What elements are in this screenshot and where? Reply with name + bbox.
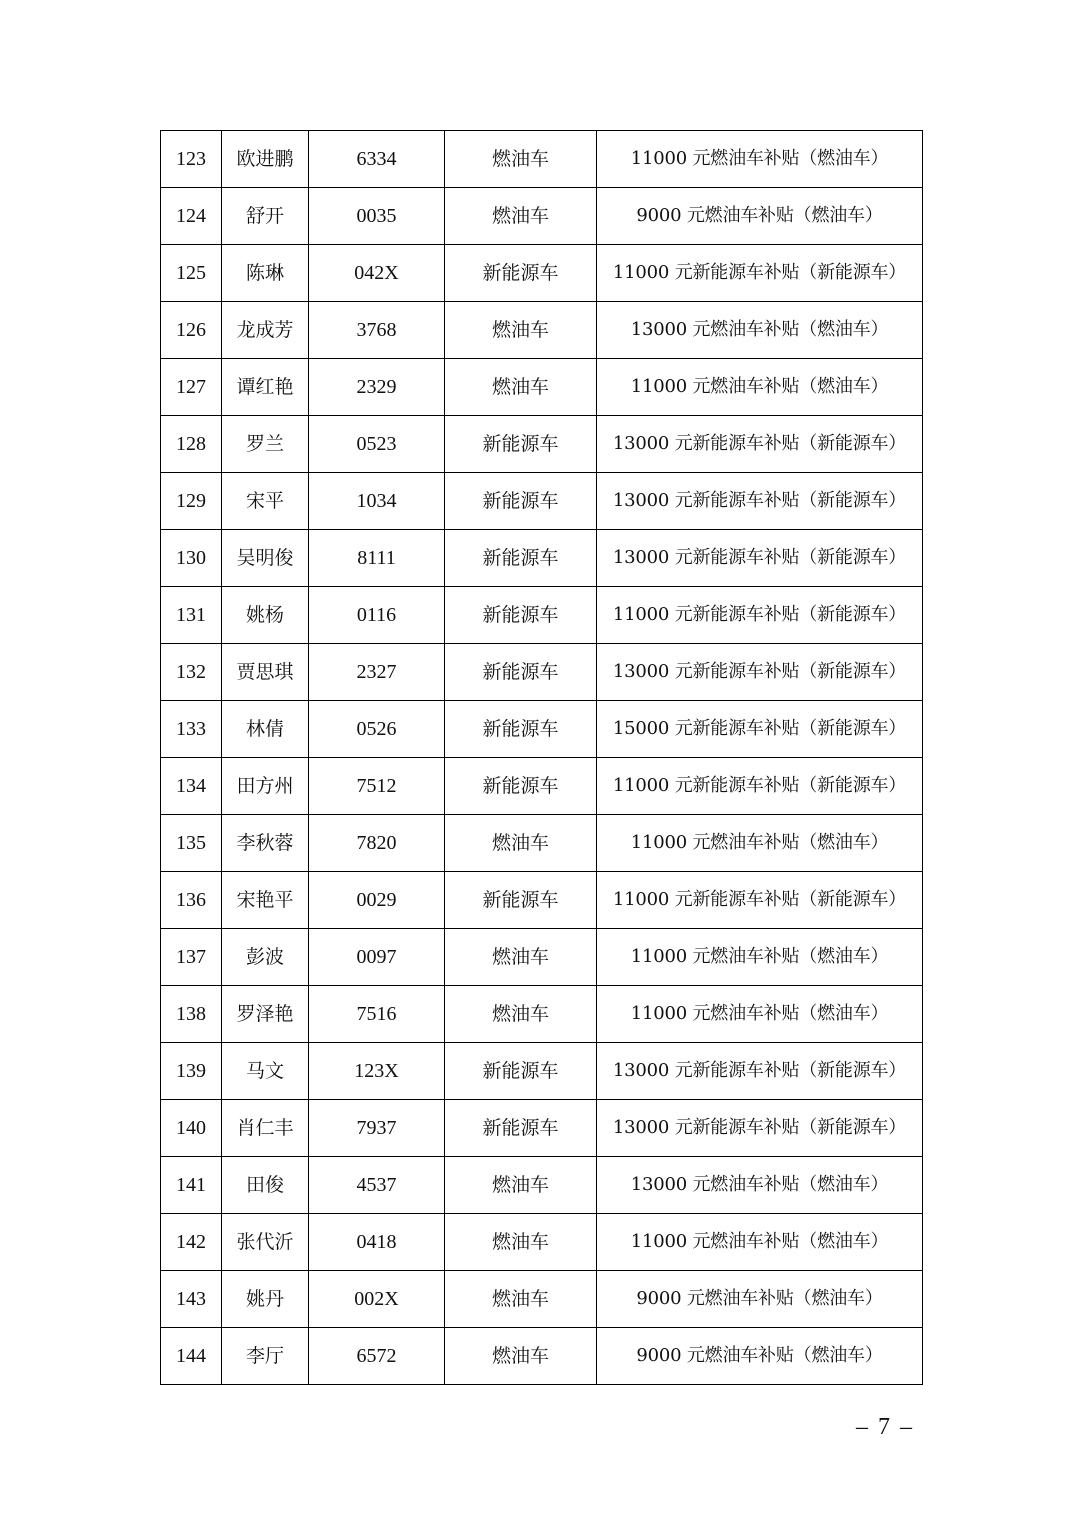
table-row: [161, 986, 923, 1043]
cell-vehicle-type: 燃油车: [445, 359, 597, 416]
cell-seq: 136: [161, 872, 222, 929]
cell-subsidy: 11000 元燃油车补贴（燃油车）: [597, 131, 923, 188]
cell-vehicle-type: 新能源车: [445, 587, 597, 644]
cell-subsidy: 13000 元燃油车补贴（燃油车）: [597, 1157, 923, 1214]
cell-id-tail: 6572: [309, 1328, 445, 1385]
cell-id-tail: 2329: [309, 359, 445, 416]
cell-vehicle-type: 燃油车: [445, 188, 597, 245]
subsidy-roster-table: [160, 130, 923, 1385]
cell-seq: 133: [161, 701, 222, 758]
cell-id-tail: 7516: [309, 986, 445, 1043]
cell-name: 舒开: [222, 188, 309, 245]
cell-subsidy: 9000 元燃油车补贴（燃油车）: [597, 1328, 923, 1385]
cell-name: 罗兰: [222, 416, 309, 473]
table-row: [161, 758, 923, 815]
table-row: [161, 1271, 923, 1328]
cell-id-tail: 3768: [309, 302, 445, 359]
cell-vehicle-type: 新能源车: [445, 473, 597, 530]
cell-name: 吴明俊: [222, 530, 309, 587]
cell-name: 宋平: [222, 473, 309, 530]
cell-subsidy: 13000 元新能源车补贴（新能源车）: [597, 1043, 923, 1100]
cell-name: 谭红艳: [222, 359, 309, 416]
cell-name: 田方州: [222, 758, 309, 815]
cell-name: 宋艳平: [222, 872, 309, 929]
table-row: [161, 1043, 923, 1100]
cell-id-tail: 7820: [309, 815, 445, 872]
cell-id-tail: 0035: [309, 188, 445, 245]
table-row: [161, 587, 923, 644]
cell-id-tail: 0526: [309, 701, 445, 758]
cell-name: 龙成芳: [222, 302, 309, 359]
cell-vehicle-type: 新能源车: [445, 245, 597, 302]
cell-seq: 137: [161, 929, 222, 986]
cell-id-tail: 4537: [309, 1157, 445, 1214]
cell-subsidy: 11000 元燃油车补贴（燃油车）: [597, 1214, 923, 1271]
cell-subsidy: 11000 元新能源车补贴（新能源车）: [597, 245, 923, 302]
cell-id-tail: 0418: [309, 1214, 445, 1271]
cell-seq: 123: [161, 131, 222, 188]
table-row: [161, 188, 923, 245]
cell-seq: 144: [161, 1328, 222, 1385]
cell-subsidy: 13000 元新能源车补贴（新能源车）: [597, 530, 923, 587]
cell-name: 贾思琪: [222, 644, 309, 701]
roster-body: [161, 131, 923, 1385]
cell-id-tail: 0116: [309, 587, 445, 644]
page-number: – 7 –: [856, 1414, 914, 1440]
cell-vehicle-type: 燃油车: [445, 1157, 597, 1214]
cell-vehicle-type: 新能源车: [445, 1100, 597, 1157]
cell-id-tail: 002X: [309, 1271, 445, 1328]
cell-vehicle-type: 燃油车: [445, 986, 597, 1043]
cell-subsidy: 9000 元燃油车补贴（燃油车）: [597, 1271, 923, 1328]
cell-subsidy: 11000 元燃油车补贴（燃油车）: [597, 815, 923, 872]
cell-subsidy: 13000 元新能源车补贴（新能源车）: [597, 473, 923, 530]
cell-seq: 143: [161, 1271, 222, 1328]
cell-name: 姚杨: [222, 587, 309, 644]
cell-name: 陈琳: [222, 245, 309, 302]
cell-seq: 124: [161, 188, 222, 245]
cell-id-tail: 7512: [309, 758, 445, 815]
cell-vehicle-type: 燃油车: [445, 302, 597, 359]
table-row: [161, 1214, 923, 1271]
cell-subsidy: 9000 元燃油车补贴（燃油车）: [597, 188, 923, 245]
cell-seq: 128: [161, 416, 222, 473]
cell-vehicle-type: 燃油车: [445, 929, 597, 986]
cell-name: 肖仁丰: [222, 1100, 309, 1157]
table-row: [161, 644, 923, 701]
cell-subsidy: 13000 元燃油车补贴（燃油车）: [597, 302, 923, 359]
table-row: [161, 1100, 923, 1157]
table-row: [161, 530, 923, 587]
cell-seq: 131: [161, 587, 222, 644]
cell-subsidy: 13000 元新能源车补贴（新能源车）: [597, 644, 923, 701]
cell-vehicle-type: 新能源车: [445, 701, 597, 758]
cell-id-tail: 8111: [309, 530, 445, 587]
cell-seq: 127: [161, 359, 222, 416]
table-row: [161, 1328, 923, 1385]
cell-seq: 135: [161, 815, 222, 872]
table-row: [161, 815, 923, 872]
cell-seq: 138: [161, 986, 222, 1043]
cell-subsidy: 11000 元新能源车补贴（新能源车）: [597, 587, 923, 644]
cell-vehicle-type: 燃油车: [445, 1271, 597, 1328]
cell-name: 李秋蓉: [222, 815, 309, 872]
cell-vehicle-type: 新能源车: [445, 416, 597, 473]
cell-seq: 141: [161, 1157, 222, 1214]
cell-name: 田俊: [222, 1157, 309, 1214]
cell-seq: 139: [161, 1043, 222, 1100]
cell-subsidy: 13000 元新能源车补贴（新能源车）: [597, 1100, 923, 1157]
cell-id-tail: 0523: [309, 416, 445, 473]
table-row: [161, 131, 923, 188]
cell-seq: 134: [161, 758, 222, 815]
cell-id-tail: 123X: [309, 1043, 445, 1100]
cell-id-tail: 0097: [309, 929, 445, 986]
cell-seq: 125: [161, 245, 222, 302]
cell-name: 张代沂: [222, 1214, 309, 1271]
cell-name: 彭波: [222, 929, 309, 986]
table-row: [161, 245, 923, 302]
cell-id-tail: 7937: [309, 1100, 445, 1157]
cell-id-tail: 1034: [309, 473, 445, 530]
cell-vehicle-type: 燃油车: [445, 1328, 597, 1385]
cell-name: 罗泽艳: [222, 986, 309, 1043]
table-row: [161, 416, 923, 473]
table-row: [161, 701, 923, 758]
cell-vehicle-type: 燃油车: [445, 1214, 597, 1271]
cell-name: 李厅: [222, 1328, 309, 1385]
cell-subsidy: 11000 元新能源车补贴（新能源车）: [597, 872, 923, 929]
cell-id-tail: 042X: [309, 245, 445, 302]
cell-seq: 140: [161, 1100, 222, 1157]
cell-seq: 142: [161, 1214, 222, 1271]
cell-subsidy: 11000 元燃油车补贴（燃油车）: [597, 359, 923, 416]
cell-name: 欧进鹏: [222, 131, 309, 188]
cell-vehicle-type: 燃油车: [445, 815, 597, 872]
cell-subsidy: 15000 元新能源车补贴（新能源车）: [597, 701, 923, 758]
cell-subsidy: 11000 元燃油车补贴（燃油车）: [597, 929, 923, 986]
cell-vehicle-type: 新能源车: [445, 872, 597, 929]
cell-seq: 132: [161, 644, 222, 701]
cell-vehicle-type: 新能源车: [445, 530, 597, 587]
cell-vehicle-type: 新能源车: [445, 1043, 597, 1100]
cell-seq: 129: [161, 473, 222, 530]
table-row: [161, 473, 923, 530]
cell-vehicle-type: 新能源车: [445, 644, 597, 701]
cell-id-tail: 6334: [309, 131, 445, 188]
cell-name: 林倩: [222, 701, 309, 758]
cell-subsidy: 11000 元燃油车补贴（燃油车）: [597, 986, 923, 1043]
cell-id-tail: 0029: [309, 872, 445, 929]
cell-vehicle-type: 燃油车: [445, 131, 597, 188]
table-row: [161, 302, 923, 359]
cell-subsidy: 13000 元新能源车补贴（新能源车）: [597, 416, 923, 473]
table-row: [161, 359, 923, 416]
cell-id-tail: 2327: [309, 644, 445, 701]
cell-name: 姚丹: [222, 1271, 309, 1328]
cell-subsidy: 11000 元新能源车补贴（新能源车）: [597, 758, 923, 815]
cell-name: 马文: [222, 1043, 309, 1100]
cell-vehicle-type: 新能源车: [445, 758, 597, 815]
cell-seq: 126: [161, 302, 222, 359]
table-row: [161, 929, 923, 986]
table-row: [161, 872, 923, 929]
cell-seq: 130: [161, 530, 222, 587]
table-row: [161, 1157, 923, 1214]
